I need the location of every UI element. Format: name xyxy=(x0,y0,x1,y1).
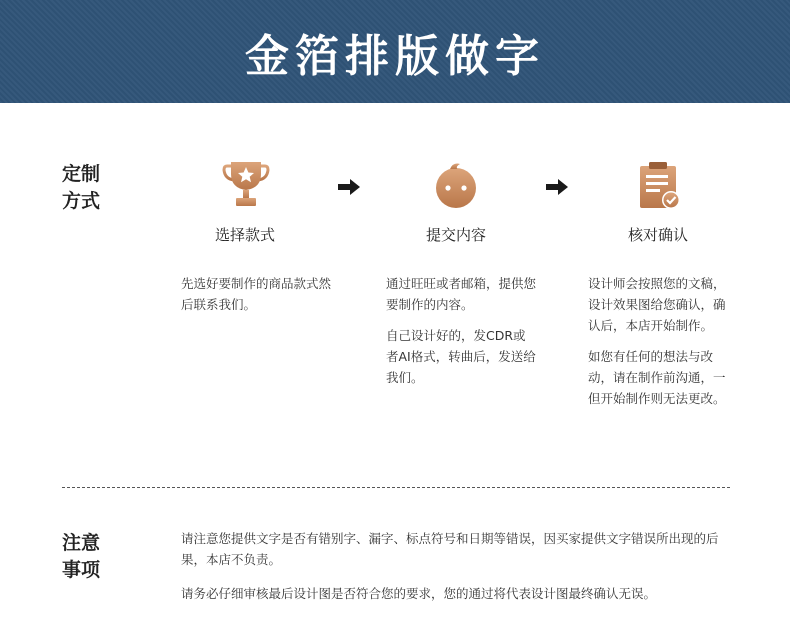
arrow-right-icon xyxy=(338,179,362,195)
step-paragraph: 自己设计好的，发CDR或者AI格式，转曲后，发送给我们。 xyxy=(386,328,536,385)
step-paragraph: 设计师会按照您的文稿，设计效果图给您确认，确认后，本店开始制作。 xyxy=(588,276,726,333)
custom-section-label xyxy=(62,161,122,215)
notes-section-label xyxy=(62,530,122,584)
trophy-icon xyxy=(220,158,272,210)
step-description-select-style xyxy=(181,273,333,325)
step-title-check-confirm: 核对确认 xyxy=(627,226,688,244)
note-paragraph-typos: 请注意您提供文字是否有错别字、漏字、标点符号和日期等错误，因买家提供文字错误所出现的后果，本店不负责。 xyxy=(181,531,719,567)
clipboard-check-icon xyxy=(634,160,686,212)
step-paragraph: 通过旺旺或者邮箱，提供您要制作的内容。 xyxy=(386,276,537,312)
dashed-divider xyxy=(62,487,730,488)
page-title: 金箔排版做字 xyxy=(245,30,545,82)
custom-label-line1: 定制 xyxy=(62,163,101,185)
custom-label-line2: 方式 xyxy=(62,190,101,212)
step-paragraph: 如您有任何的想法与改动，请在制作前沟通，一但开始制作则无法更改。 xyxy=(588,349,726,406)
step-title-submit-content: 提交内容 xyxy=(425,226,486,244)
arrow-right-icon xyxy=(546,179,570,195)
chat-bubble-icon xyxy=(430,160,482,212)
notes-label-line1: 注意 xyxy=(62,532,101,554)
step-title-select-style: 选择款式 xyxy=(214,226,275,244)
notes-label-line2: 事项 xyxy=(62,559,101,581)
header-banner xyxy=(0,0,790,103)
step-description-check-confirm xyxy=(588,273,734,419)
step-paragraph: 先选好要制作的商品款式然后联系我们。 xyxy=(181,276,332,312)
note-paragraph-review: 请务必仔细审核最后设计图是否符合您的要求，您的通过将代表设计图最终确认无误。 xyxy=(181,586,657,601)
step-description-submit-content xyxy=(386,273,538,398)
